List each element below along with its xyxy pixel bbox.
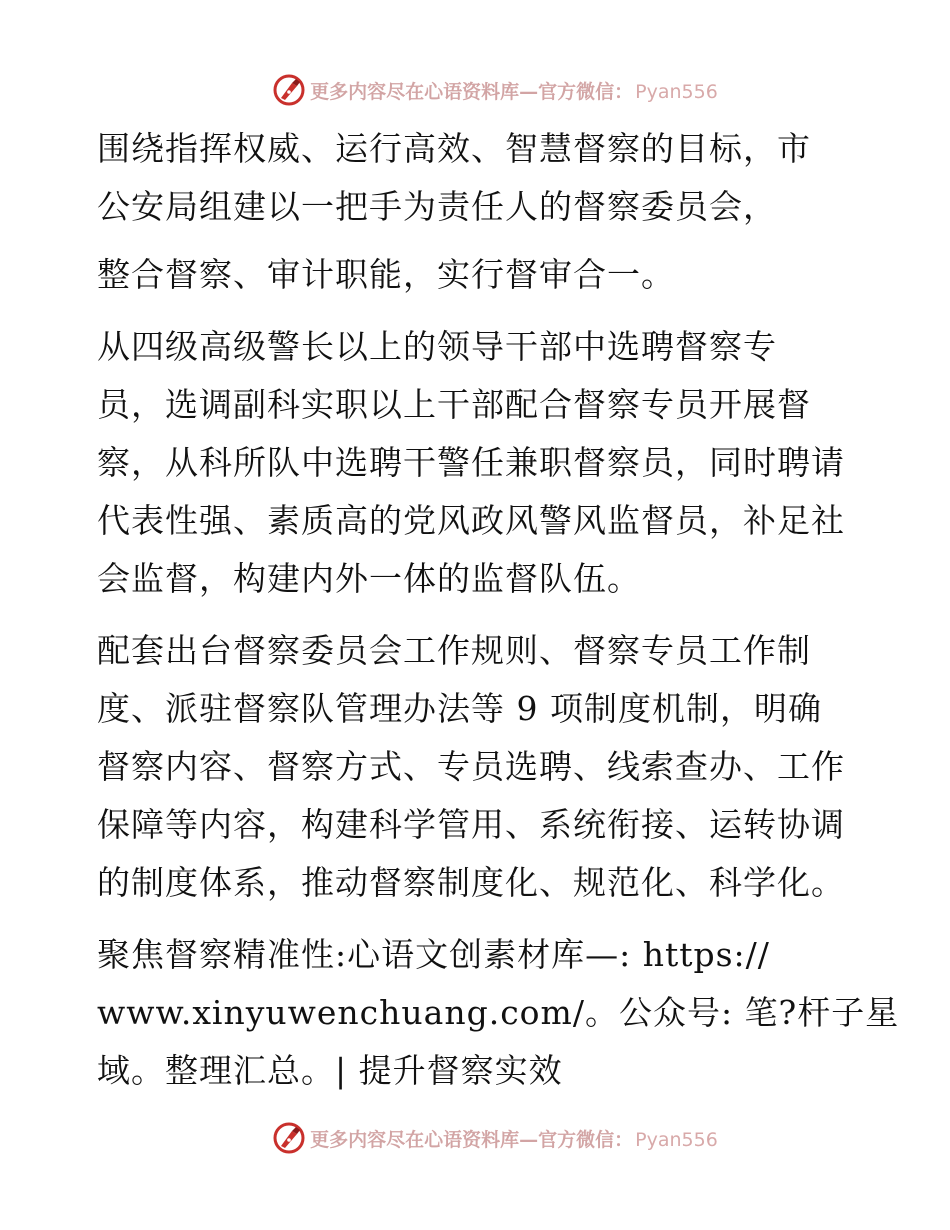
watermark-wechat-id: Pyan556 (635, 1128, 718, 1151)
paragraph-line: 围绕指挥权威、运行高效、智慧督察的目标，市 (97, 129, 811, 168)
watermark-header-inner (272, 73, 718, 107)
paragraph-line: 保障等内容，构建科学管用、系统衔接、运转协调 (97, 805, 845, 844)
paragraph-3 (97, 318, 857, 608)
pen-nib-logo-icon (272, 73, 306, 107)
watermark-footer-inner (272, 1121, 718, 1155)
document-body (97, 120, 900, 1100)
paragraph-line: 聚焦督察精准性:心语文创素材库—: https:// (97, 935, 770, 974)
paragraph-5 (97, 926, 900, 1100)
watermark-footer (0, 1118, 950, 1158)
paragraph-line: 从四级高级警长以上的领导干部中选聘督察专 (97, 327, 777, 366)
paragraph-line: 督察内容、督察方式、专员选聘、线索查办、工作 (97, 747, 845, 786)
paragraph-line: 会监督，构建内外一体的监督队伍。 (97, 559, 641, 598)
paragraph-line: 的制度体系，推动督察制度化、规范化、科学化。 (97, 863, 845, 902)
paragraph-line: 员，选调副科实职以上干部配合督察专员开展督 (97, 385, 811, 424)
paragraph-line: 整合督察、审计职能，实行督审合一。 (97, 255, 675, 294)
pen-nib-logo-icon (272, 1121, 306, 1155)
paragraph-2 (97, 246, 857, 304)
paragraph-line: 察，从科所队中选聘干警任兼职督察员，同时聘请 (97, 443, 845, 482)
paragraph-4 (97, 622, 857, 912)
paragraph-line: 配套出台督察委员会工作规则、督察专员工作制 (97, 631, 811, 670)
paragraph-line: 域。整理汇总。| 提升督察实效 (97, 1051, 563, 1090)
paragraph-line: 度、派驻督察队管理办法等 9 项制度机制，明确 (97, 689, 822, 728)
watermark-label: 更多内容尽在心语资料库—官方微信： (310, 1128, 634, 1151)
watermark-text (310, 77, 718, 104)
paragraph-line: www.xinyuwenchuang.com/。公众号: 笔?杆子星 (97, 993, 900, 1032)
watermark-header (0, 70, 950, 110)
paragraph-line: 公安局组建以一把手为责任人的督察委员会， (97, 187, 777, 226)
watermark-wechat-id: Pyan556 (635, 80, 718, 103)
paragraph-line: 代表性强、素质高的党风政风警风监督员，补足社 (97, 501, 845, 540)
paragraph-1 (97, 120, 857, 236)
watermark-text (310, 1125, 718, 1152)
watermark-label: 更多内容尽在心语资料库—官方微信： (310, 80, 634, 103)
